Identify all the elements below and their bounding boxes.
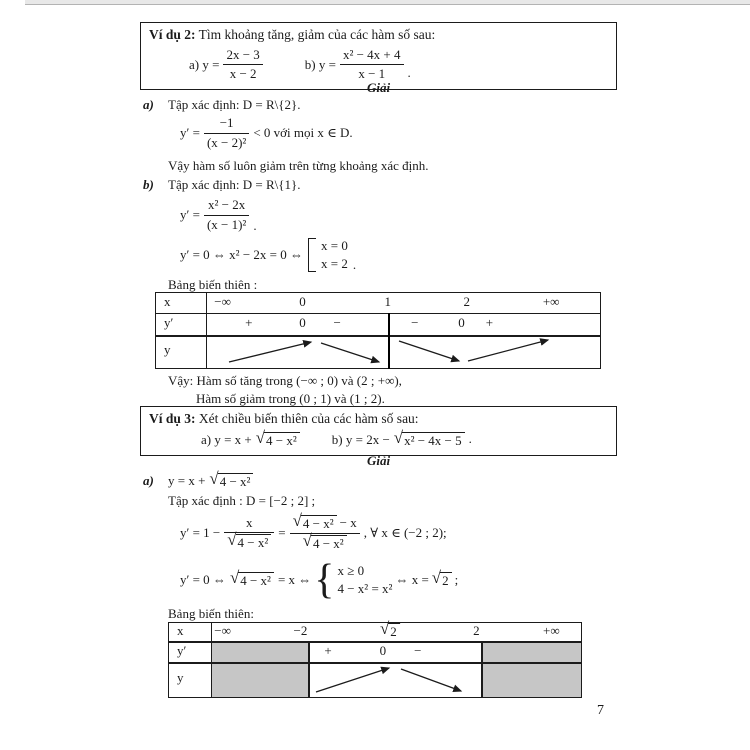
ex3-a-equation (180, 558, 458, 602)
ex2-a-deriv-suffix: < 0 với mọi x ∈ D. (253, 125, 353, 140)
ex2-conclusion-1: Vậy: Hàm số tăng trong (−∞ ; 0) và (2 ; +∞), (168, 373, 402, 388)
ex2-sol-b-domain-line (143, 177, 300, 193)
ex3-a-fn-prefix: y = x + (168, 473, 206, 488)
ex2-b-eq-prefix: y′ = 0 ⇔ x² − 2x = 0 ⇔ (180, 247, 303, 262)
table1-x-neg-infinity: −∞ (214, 294, 231, 309)
ex3-d-prefix: y′ = 1 − (180, 525, 221, 540)
table2-yp-zero: 0 (379, 643, 387, 658)
ex2-conclusion-2: Hàm số giảm trong (0 ; 1) và (1 ; 2). (196, 391, 385, 406)
ex3-bbt-label: Bảng biến thiên: (168, 606, 254, 621)
table1-x-label: x (164, 294, 171, 309)
ex2-sol-a-domain: Tập xác định: D = R\{2}. (168, 97, 301, 112)
formula2a-denominator: x − 2 (229, 66, 257, 82)
table2-x-label: x (177, 623, 184, 638)
radical-sign-icon: √ (227, 530, 237, 550)
ex3-sol-a-label: a) (143, 473, 154, 488)
table1-yp-zero-2: 0 (458, 315, 465, 330)
ex3-e-radicand: 4 − x² (238, 572, 274, 589)
radical-sign-icon: √ (229, 567, 240, 587)
example3-title-label: Ví dụ 3: (149, 411, 196, 426)
table1-yp-minus-1: − (333, 315, 341, 330)
table1-yp-minus-2: − (411, 315, 419, 330)
radical-sign-icon: √ (431, 567, 442, 587)
table2-row-divider-1 (169, 641, 581, 643)
example2-title-text: Tìm khoảng tăng, giảm của các hàm số sau: (195, 27, 436, 42)
formula2a-numerator: 2x − 3 (223, 47, 262, 65)
variation-table-1 (155, 292, 601, 369)
ex3-e-cases (314, 557, 393, 603)
arrow-up-icon (316, 668, 389, 692)
ex2-sol-b-equation (180, 235, 356, 275)
ex3-e-radicand2: 2 (440, 572, 452, 589)
ex2-b-eq-case2: x = 2 (321, 256, 348, 271)
ex2-bbt-label: Bảng biến thiên : (168, 277, 258, 292)
ex3-d-f2-num-sqrt (292, 510, 337, 532)
ex3-a-fn-sqrt (209, 468, 253, 490)
formula3a-sqrt (255, 427, 300, 449)
radical-sign-icon: √ (379, 619, 390, 638)
ex3-a-fn-radicand: 4 − x² (218, 473, 254, 490)
ex3-e-case1: x ≥ 0 (337, 563, 365, 579)
ex3-d-f2-denominator (300, 530, 350, 552)
left-curly-brace-icon: { (314, 557, 335, 603)
example3-formulas (149, 427, 608, 449)
ex2-a-deriv-fraction (204, 115, 249, 151)
ex3-e-tail: ; (454, 572, 459, 587)
table2-monotonicity-arrows (211, 662, 582, 697)
ex2-a-deriv-numerator: −1 (204, 115, 249, 133)
formula3b-prefix: b) y = 2x − (331, 432, 390, 447)
table1-row-divider-1 (156, 313, 600, 315)
formula3a-radicand: 4 − x² (264, 432, 300, 449)
ex3-d-f2-numerator (290, 510, 360, 534)
example2-title (149, 27, 608, 43)
table1-yprime-label: y′ (164, 315, 174, 330)
ex3-d-f2-num-radicand: 4 − x² (301, 515, 337, 532)
radical-sign-icon: √ (209, 468, 219, 488)
formula2b-numerator: x² − 4x + 4 (340, 47, 404, 65)
formula3b-sqrt (393, 427, 465, 449)
ex3-d-f1-den-sqrt (227, 530, 271, 551)
formula3a-prefix: a) y = x + (201, 432, 252, 447)
ex2-b-deriv-period: . (253, 218, 257, 233)
ex2-a-deriv-prefix: y′ = (180, 125, 200, 140)
ex2-sol-b-label: b) (143, 177, 154, 192)
ex2-b-eq-case-column (321, 238, 348, 271)
ex3-d-f2-den-radicand: 4 − x² (311, 535, 347, 552)
table2-yp-minus: − (414, 643, 422, 658)
table2-sqrt2-radicand: 2 (388, 623, 400, 640)
ex3-d-f1-numerator: x (224, 515, 274, 533)
formula3b-radicand: x² − 4x − 5 (402, 432, 465, 449)
formula2b-period: . (407, 64, 411, 80)
ex3-e-case-column (337, 563, 392, 596)
ex2-sol-b-derivative (180, 194, 257, 236)
table2-yprime-label: y′ (177, 643, 187, 658)
ex2-a-conclusion: Vậy hàm số luôn giảm trên từng khoảng xác định. (168, 158, 429, 173)
table2-excluded-region (482, 641, 581, 662)
table2-x-sqrt2 (379, 619, 400, 640)
ex2-b-eq-cases (308, 238, 348, 271)
ex3-d-f2-den-sqrt (302, 530, 347, 552)
table2-y-label: y (177, 670, 184, 685)
table2-yp-plus: + (324, 643, 332, 658)
ex2-b-deriv-denominator: (x − 1)² (206, 216, 247, 232)
table1-x-one: 1 (384, 294, 392, 309)
arrow-down-icon (401, 669, 461, 691)
table2-x-pos-infinity: +∞ (543, 623, 560, 638)
formula2a-fraction (223, 47, 262, 83)
radical-sign-icon: √ (292, 510, 302, 530)
solution-heading-2: Giải (366, 453, 391, 468)
table1-x-two: 2 (463, 294, 471, 309)
example2-title-label: Ví dụ 2: (149, 27, 196, 42)
radical-sign-icon: √ (302, 530, 312, 550)
table1-yp-zero-1: 0 (299, 315, 306, 330)
table2-excluded-region (212, 641, 308, 662)
formula2a-prefix: a) y = (189, 56, 220, 72)
ex3-e-sqrt (229, 567, 274, 589)
arrow-down-icon (399, 341, 459, 361)
example3-title (149, 411, 608, 427)
ex2-b-deriv-fraction (204, 197, 249, 233)
ex3-d-f2-num-rest: − x (339, 515, 357, 531)
solution-heading-1: Giải (366, 80, 391, 95)
table1-x-zero: 0 (299, 294, 306, 309)
ex3-e-prefix: y′ = 0 ⇔ (180, 572, 226, 587)
table2-x-minus2: −2 (293, 623, 308, 638)
ex3-e-sqrt2 (431, 567, 452, 589)
formula2b-denominator: x − 1 (358, 66, 386, 82)
table1-yp-plus-1: + (245, 315, 253, 330)
formula2b-prefix: b) y = (304, 56, 336, 72)
ex3-d-fraction-2 (290, 510, 360, 552)
table2-sqrt2 (379, 619, 400, 640)
example3-title-text: Xét chiều biến thiên của các hàm số sau: (195, 411, 419, 426)
table2-x-neg-infinity: −∞ (214, 623, 231, 638)
example3-box (140, 406, 617, 456)
radical-sign-icon: √ (393, 427, 404, 447)
variation-table-2 (168, 619, 582, 698)
table1-x-pos-infinity: +∞ (542, 294, 560, 309)
ex3-e-suffix: ⇔ x = (395, 572, 429, 587)
ex3-a-derivative (180, 509, 447, 557)
ex2-b-eq-period: . (352, 257, 357, 272)
example2-formulas (149, 47, 608, 83)
arrow-up-icon (229, 342, 311, 362)
ex2-b-deriv-prefix: y′ = (180, 207, 200, 222)
ex3-d-equals: = (278, 525, 286, 540)
formula3b-period: . (468, 431, 472, 446)
ex3-d-f1-den-radicand: 4 − x² (236, 534, 272, 551)
ex2-b-deriv-numerator: x² − 2x (204, 197, 249, 215)
ex2-sol-b-domain: Tập xác định: D = R\{1}. (168, 177, 301, 192)
ex3-sol-a-function-line (143, 470, 253, 492)
ex2-sol-a-label: a) (143, 97, 154, 112)
ex3-d-f1-denominator (224, 530, 274, 551)
ex3-e-case2: 4 − x² = x² (337, 581, 393, 596)
formula2b-fraction (340, 47, 404, 83)
ex3-d-fraction-1 (224, 515, 274, 551)
ex3-d-suffix: , ∀ x ∈ (−2 ; 2); (363, 525, 447, 540)
table1-monotonicity-arrows (206, 336, 600, 369)
ex2-a-deriv-denominator: (x − 2)² (206, 134, 247, 150)
arrow-up-icon (468, 340, 548, 361)
left-square-bracket-icon (308, 238, 316, 271)
table2-x-two: 2 (473, 623, 480, 638)
radical-sign-icon: √ (255, 427, 266, 447)
ex2-b-eq-case1: x = 0 (321, 238, 348, 254)
ex3-a-domain: Tập xác định : D = [−2 ; 2] ; (168, 493, 316, 508)
page-number: 7 (597, 703, 604, 718)
page-edge-strip (25, 0, 750, 5)
arrow-down-icon (321, 343, 379, 362)
ex3-e-mid: = x ⇔ (277, 572, 312, 587)
table1-yp-plus-2: + (485, 315, 494, 330)
ex2-sol-a-derivative (180, 111, 353, 155)
table1-y-label: y (164, 342, 171, 357)
